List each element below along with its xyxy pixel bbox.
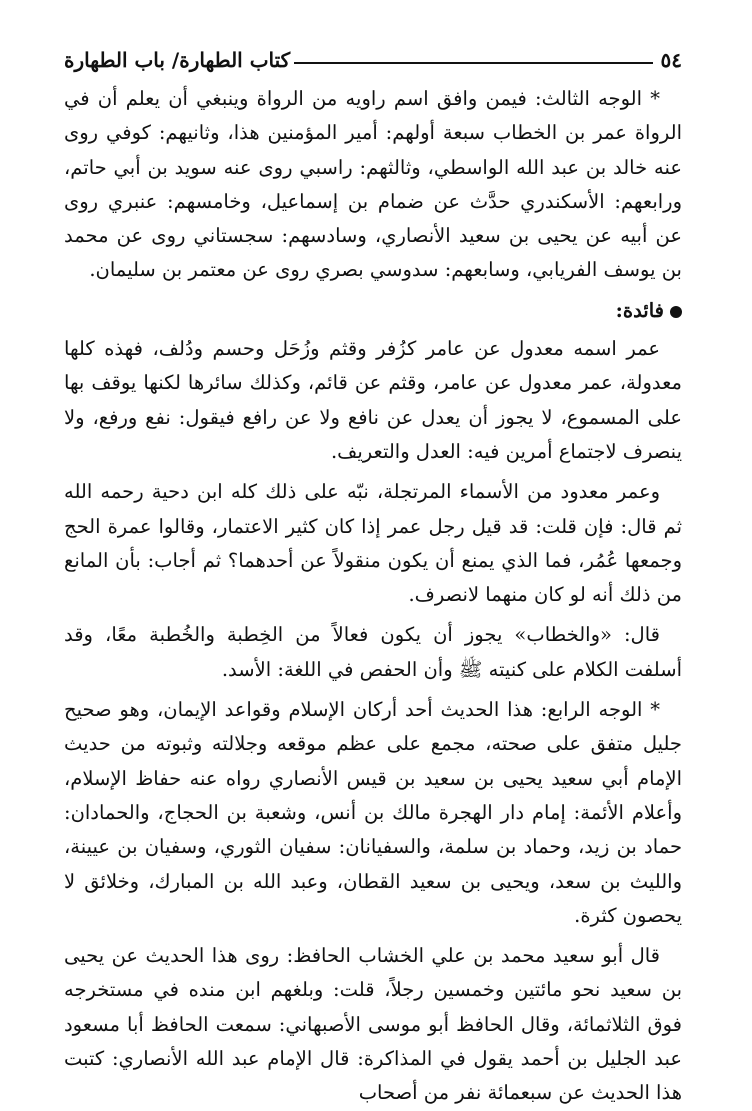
faida-heading	[64, 294, 682, 328]
running-header	[64, 38, 682, 72]
bullet-icon	[670, 306, 682, 318]
header-rule	[294, 62, 652, 64]
chapter-title: كتاب الطهارة/ باب الطهارة	[64, 48, 291, 72]
faida-heading-label: فائدة:	[615, 298, 664, 322]
paragraph-abu-said: قال أبو سعيد محمد بن علي الخشاب الحافظ: روى هذا الحديث عن يحيى بن سعيد نحو مائتين وخمسين رجلاً، قلت: وبلغهم ابن منده في مستخرجه فوق الثلاثمائة، وقال الحافظ أبو موسى الأصبهاني: سمعت الحافظ أبا مسعود عبد الجليل بن أحمد يقول في المذاكرة: قال الإمام عبد الله الأنصاري: كتبت هذا الحديث عن سبعمائة نفر من أصحاب	[64, 944, 682, 1105]
paragraph-umar-improvised: وعمر معدود من الأسماء المرتجلة، نبّه على ذلك كله ابن دحية رحمه الله ثم قال: فإن قلت: قد قيل رجل عمر إذا كان كثير الاعتمار، وقالوا عمرة الحج وجمعها عُمُر، فما الذي يمنع أن يكون منقولاً عن أحدهما؟ ثم أجاب: بأن المانع من ذلك أنه لو كان منهما لانصرف.	[64, 480, 682, 607]
paragraph-fourth-aspect: * الوجه الرابع: هذا الحديث أحد أركان الإسلام وقواعد الإيمان، وهو صحيح جليل متفق على صحته، مجمع على عظم موقعه وجلالته وثبوته من حديث الإمام أبي سعيد يحيى بن سعيد بن قيس الأنصاري رواه عنه حفاظ الإسلام، وأعلام الأئمة: إمام دار الهجرة مالك بن أنس، وشعبة بن الحجاج، والحمادان: حماد بن زيد، وحماد بن سلمة، والسفيانان: سفيان الثوري، وسفيان بن عيينة، والليث بن سعد، ويحيى بن سعيد القطان، وعبد الله بن المبارك، وخلائق لا يحصون كثرة.	[64, 698, 682, 927]
page-body	[64, 82, 682, 1111]
paragraph-third-aspect: * الوجه الثالث: فيمن وافق اسم راويه من الرواة وينبغي أن يعلم أن في الرواة عمر بن الخطاب سبعة أولهم: أمير المؤمنين هذا، وثانيهم: كوفي روى عنه خالد بن عبد الله الواسطي، وثالثهم: راسبي روى عنه سويد بن أبي حاتم، ورابعهم: الأسكندري حدَّث عن ضمام بن إسماعيل، وخامسهم: عنبري روى عن أبيه عن يحيى بن سعيد الأنصاري، وسادسهم: سجستاني روى عن محمد بن يوسف الفريابي، وسابعهم: سدوسي بصري روى عن معتمر بن سليمان.	[64, 87, 682, 282]
paragraph-umar-name: عمر اسمه معدول عن عامر كزُفر وقثم وزُحَل وحسم ودُلف، فهذه كلها معدولة، عمر معدول عن عامر، وقثم عن قائم، وكذلك سائرها لكنها يوقف بها على المسموع، لا يجوز أن يعدل عن نافع ولا عن رافع فيقول: نفع ورفع، ولا ينصرف لاجتماع أمرين فيه: العدل والتعريف.	[64, 337, 682, 463]
paragraph-al-khattab: قال: «والخطاب» يجوز أن يكون فعالاً من الخِطبة والخُطبة معًا، وقد أسلفت الكلام على كنيته ﷺ وأن الحفص في اللغة: الأسد.	[64, 623, 682, 681]
page-number: ٥٤	[660, 48, 682, 72]
